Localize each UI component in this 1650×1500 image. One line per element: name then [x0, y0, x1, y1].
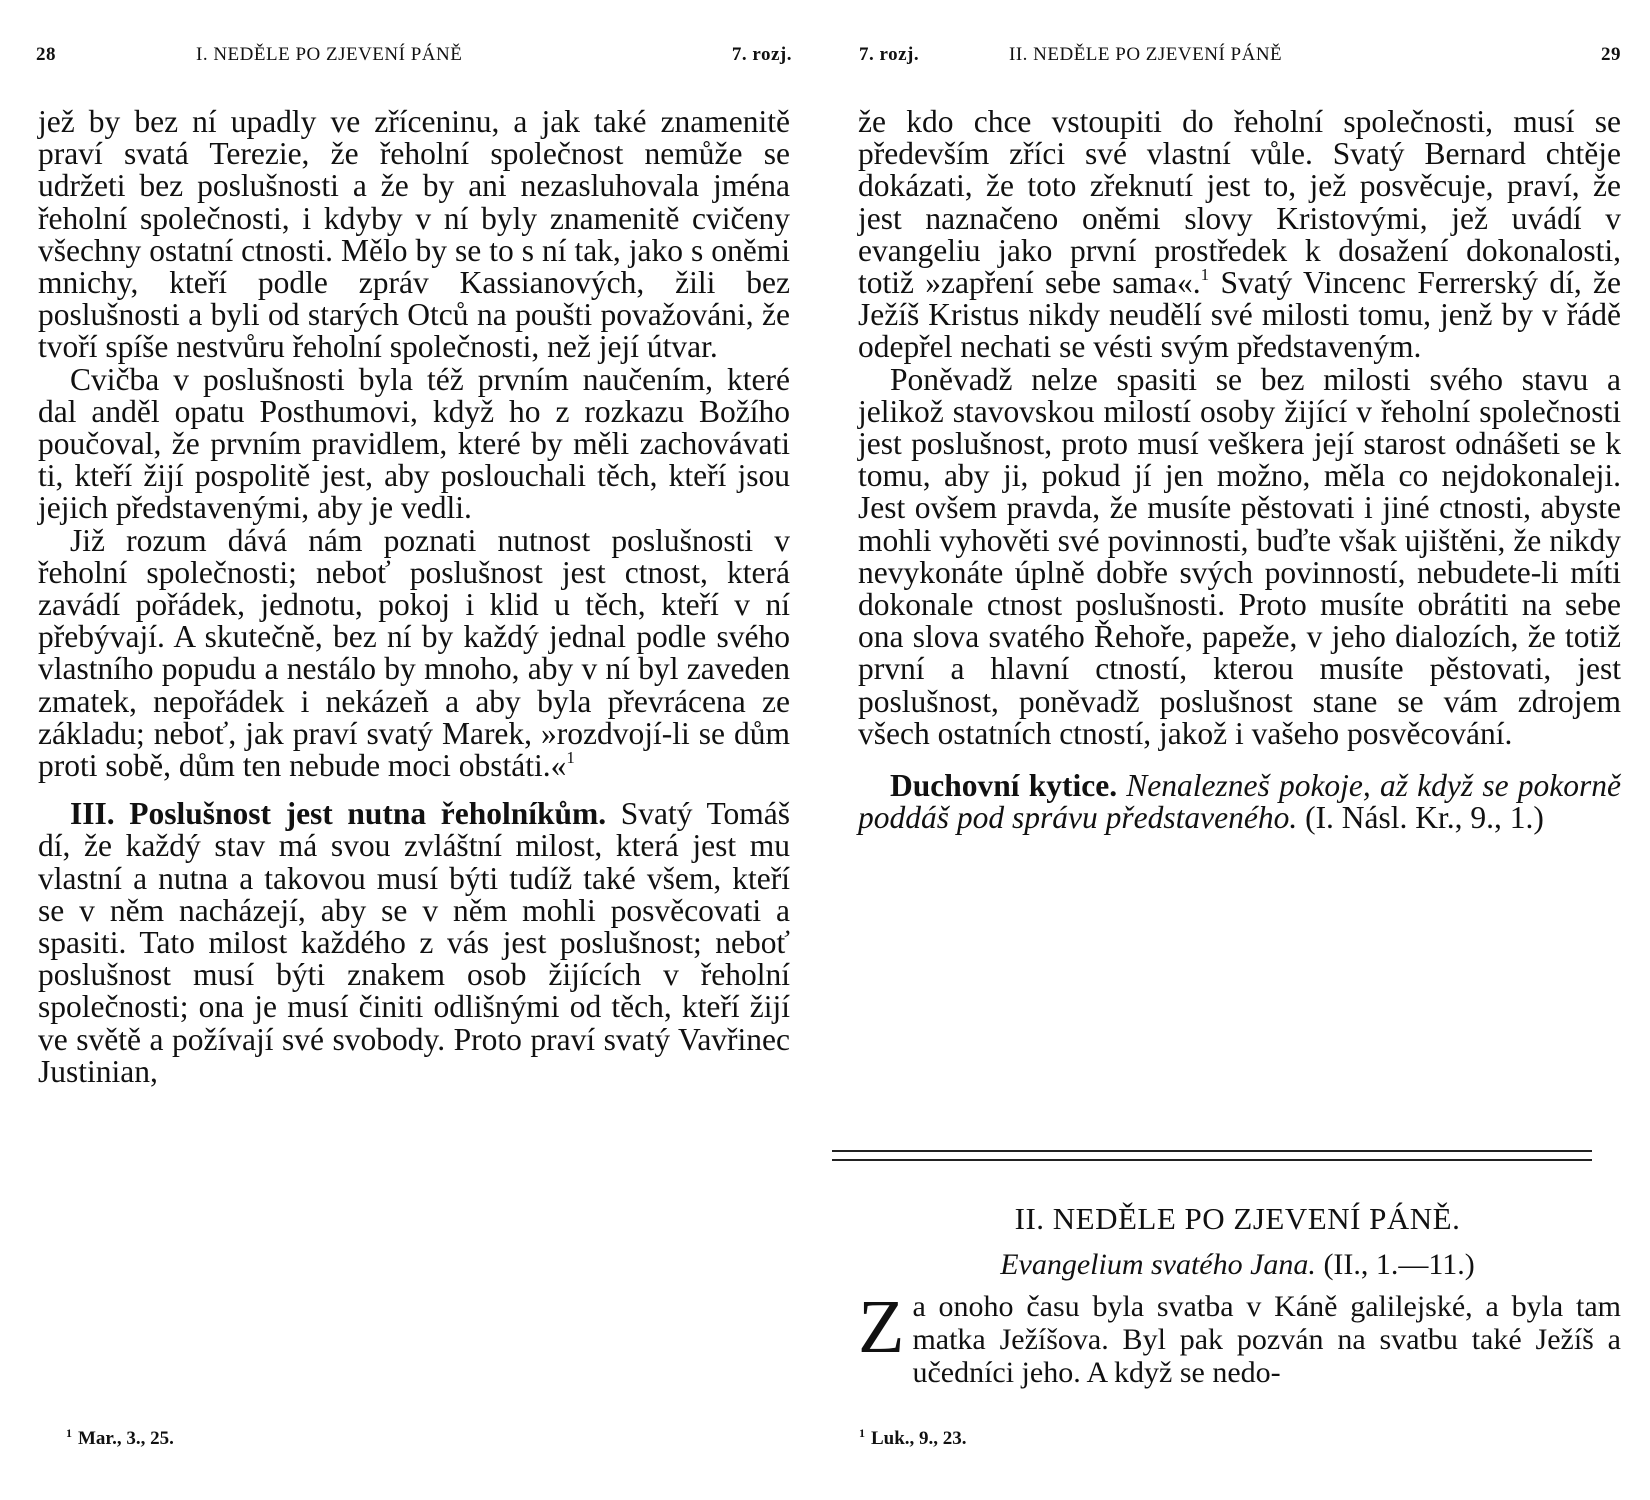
gospel-body: a onoho času byla svatba v Káně galilejské, a byla tam matka Ježíšova. Byl pak pozván na svatbu také Ježíš a učedníci jeho. A když se nedo-: [912, 1290, 1621, 1389]
footnote-text: Mar., 3., 25.: [78, 1428, 174, 1449]
main-text: [38, 106, 790, 1088]
footnote-text: Luk., 9., 23.: [871, 1428, 967, 1449]
section-code: 7. rozj.: [859, 44, 920, 65]
paragraph: Cvičba v poslušnosti byla též prvním naučením, které dal anděl opatu Posthumovi, když ho z rozkazu Božího poučoval, že prvním pravidlem, které by měli zachovávati ti, kteří žijí pospolitě jest, aby poslouchali těch, kteří jsou jejich představenými, aby je vedli.: [38, 361, 790, 526]
drop-cap: Z: [858, 1285, 905, 1369]
section-code: 7. rozj.: [731, 44, 792, 65]
page-number: 28: [36, 44, 56, 65]
running-header: [36, 44, 792, 74]
running-header: [859, 44, 1621, 74]
gospel-source: Evangelium svatého Jana.: [1000, 1248, 1316, 1281]
paragraph-text: Svatý Tomáš dí, že každý stav má svou zvláštní milost, která jest mu vlastní a nutna a takovou musí býti tudíž také všem, kteří se v něm nacházejí, aby se v něm mohli posvěcovati a spasiti. Tato milost každého z vás jest poslušnost; neboť poslušnost musí býti znakem osob žijících v řeholní společnosti; ona je musí činiti odlišnými od těch, kteří žijí ve světě a požívají své svobody. Proto praví svatý Vavřinec Justinian,: [38, 796, 791, 1089]
paragraph: [38, 522, 790, 784]
section-title: II. NEDĚLE PO ZJEVENÍ PÁNĚ.: [1014, 1201, 1461, 1236]
gospel-text: [858, 1285, 1621, 1389]
section-divider: [832, 1150, 1592, 1161]
footnote: [859, 1426, 967, 1450]
gospel-verses: (II., 1.—11.): [1323, 1248, 1475, 1281]
paragraph: [38, 798, 790, 1088]
bouquet-text: Nenalezneš pokoje, až když se pokorně poddáš pod správu představeného.: [858, 768, 1621, 836]
footnote-mark: 1: [66, 1426, 72, 1440]
section-heading: III. Poslušnost jest nutna řeholníkům.: [70, 796, 607, 832]
paragraph-text: že kdo chce vstoupiti do řeholní společnosti, musí se především zříci své vlastní vůle. Svatý Bernard chtěje dokázati, že toto zřeknutí jest to, jež posvěcuje, praví, že jest naznačeno oněmi slovy Kristovými, jež uvádí v evangeliu jako první prostředek k dosažení dokonalosti, totiž »zapření sebe sama«.: [858, 104, 1621, 301]
paragraph: jež by bez ní upadly ve zříceninu, a jak také znamenitě praví svatá Terezie, že řeholní společnost nemůže se udržeti bez poslušnosti a že by ani nezasluhovala jména řeholní společnosti, i kdyby v ní byly znamenitě cvičeny všechny ostatní ctnosti. Mělo by se to s ní tak, jako s oněmi mnichy, kteří podle zpráv Kassianových, žili bez poslušnosti a byli od starých Otců na poušti považováni, že tvoří spíše nestvůru řeholní společnosti, než její útvar.: [38, 104, 790, 365]
running-title: I. NEDĚLE PO ZJEVENÍ PÁNĚ: [196, 44, 463, 65]
footnote-mark: 1: [1200, 265, 1210, 285]
main-text: [858, 106, 1621, 834]
right-page: [825, 0, 1650, 1500]
footnote: [66, 1426, 174, 1450]
bouquet-label: Duchovní kytice.: [890, 768, 1118, 804]
paragraph: Poněvadž nelze spasiti se bez milosti svého stavu a jelikož stavovskou milostí osoby žijící v řeholní společnosti jest poslušnost, proto musí veškera její starost odnášeti se k tomu, aby ji, pokud jí jen možno, měla co nejdokonaleji. Jest ovšem pravda, že musíte pěstovati i jiné ctnosti, abyste mohli vyhověti své povinnosti, buďte však ujištěni, že nikdy nevykonáte úplně dobře svých povinností, nebudete-li míti dokonale ctnost poslušnosti. Proto musíte obrátiti na sebe ona slova svatého Řehoře, papeže, v jeho dialozích, že totiž první a hlavní ctností, kterou musíte pěstovati, jest poslušnost, poněvadž poslušnost stane se vám zdrojem všech ostatních ctností, jakož i vašeho posvěcování.: [858, 361, 1621, 751]
bouquet-reference: (I. Násl. Kr., 9., 1.): [1305, 800, 1544, 836]
gospel-reference: [825, 1248, 1650, 1282]
running-title: II. NEDĚLE PO ZJEVENÍ PÁNĚ: [1009, 44, 1283, 65]
paragraph-text: Již rozum dává nám poznati nutnost poslušnosti v řeholní společnosti; neboť poslušnost jest ctnost, která zavádí pořádek, jednotu, pokoj i klid u těch, kteří v ní přebývají. A skutečně, bez ní by každý jednal podle svého vlastního popudu a nestálo by mnoho, aby v ní byl zaveden zmatek, nepořádek i nekázeň a aby byla převrácena ze základu; neboť, jak praví svatý Marek, »rozdvojí-li se dům proti sobě, dům ten nebude moci obstáti.«: [38, 522, 790, 784]
spiritual-bouquet: [858, 770, 1621, 834]
paragraph-text: Svatý Vincenc Ferrerský dí, že Ježíš Kristus nikdy neudělí své milosti tomu, jenž by v řádě odepřel nechati se vésti svým představeným.: [858, 265, 1621, 365]
footnote-mark: 1: [859, 1426, 865, 1440]
paragraph: [858, 106, 1621, 364]
page-number: 29: [1601, 44, 1621, 65]
footnote-mark: 1: [566, 748, 575, 768]
